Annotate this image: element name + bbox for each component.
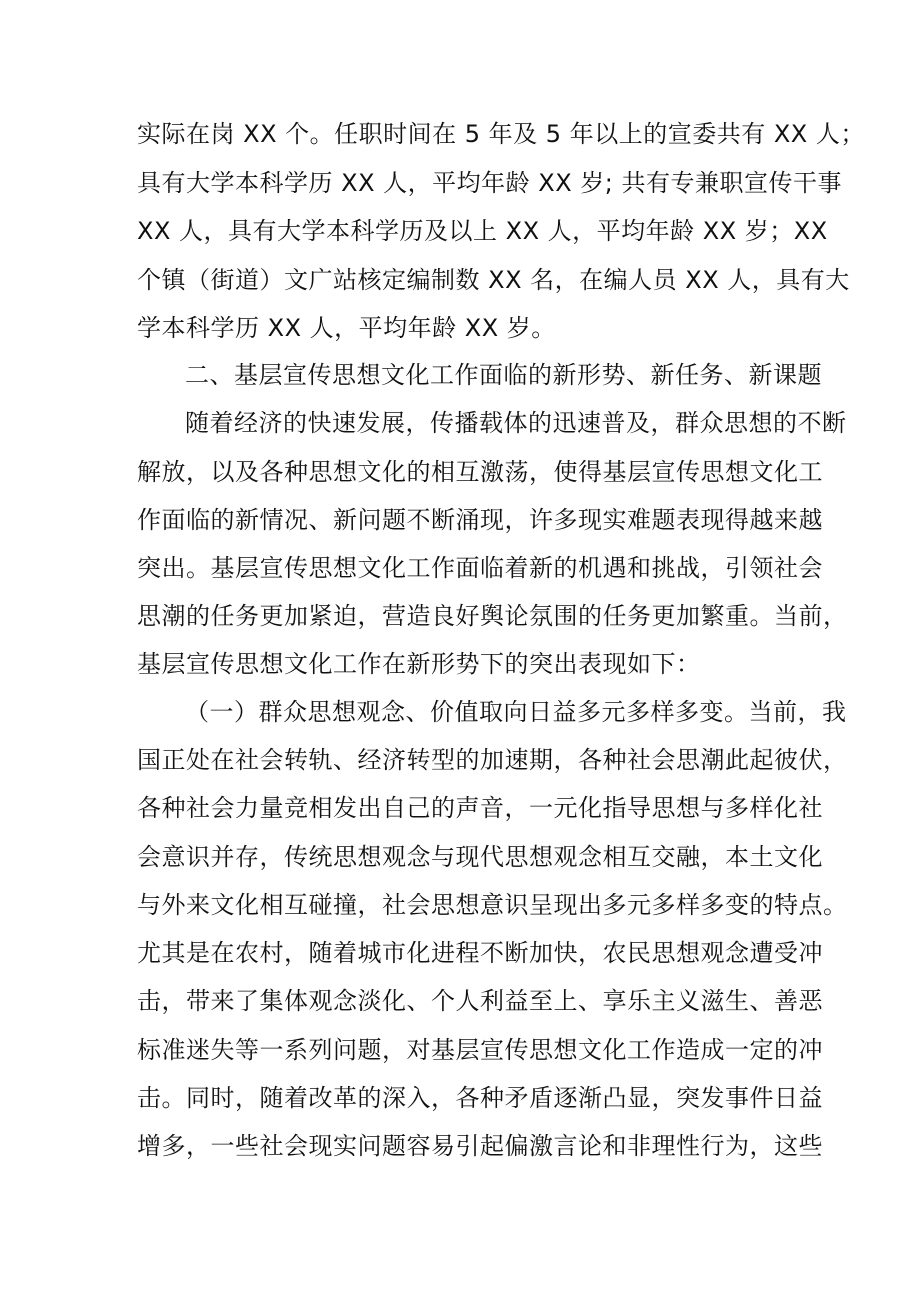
text-line: 思潮的任务更加紧迫，营造良好舆论氛围的任务更加繁重。当前， bbox=[137, 602, 848, 630]
text-line: 个镇（街道）文广站核定编制数 XX 名，在编人员 XX 人，具有大 bbox=[137, 266, 850, 294]
text-line: 标准迷失等一系列问题，对基层宣传思想文化工作造成一定的冲 bbox=[137, 1036, 823, 1064]
text-line: 具有大学本科学历 XX 人，平均年龄 XX 岁; 共有专兼职宣传干事 bbox=[137, 169, 842, 197]
text-line: 击，带来了集体观念淡化、个人利益至上、享乐主义滋生、善恶 bbox=[137, 987, 823, 1015]
section-heading: 二、基层宣传思想文化工作面临的新形势、新任务、新课题 bbox=[185, 361, 822, 389]
text-line: 击。同时，随着改革的深入，各种矛盾逐渐凸显，突发事件日益 bbox=[137, 1084, 823, 1112]
text-line: XX 人，具有大学本科学历及以上 XX 人，平均年龄 XX 岁；XX bbox=[137, 217, 828, 245]
text-line: 会意识并存，传统思想观念与现代思想观念相互交融，本土文化 bbox=[137, 843, 823, 871]
subsection-first-line: （一）群众思想观念、价值取向日益多元多样多变。当前，我 bbox=[185, 698, 847, 726]
text-line: 解放，以及各种思想文化的相互激荡，使得基层宣传思想文化工 bbox=[137, 458, 823, 486]
text-line: 尤其是在农村，随着城市化进程不断加快，农民思想观念遭受冲 bbox=[137, 939, 823, 967]
paragraph-first-line: 随着经济的快速发展，传播载体的迅速普及，群众思想的不断 bbox=[185, 409, 847, 437]
text-line: 各种社会力量竞相发出自己的声音，一元化指导思想与多样化社 bbox=[137, 794, 823, 822]
text-line: 作面临的新情况、新问题不断涌现，许多现实难题表现得越来越 bbox=[137, 506, 823, 534]
text-line: 增多，一些社会现实问题容易引起偏激言论和非理性行为，这些 bbox=[137, 1132, 823, 1160]
text-line: 实际在岗 XX 个。任职时间在 5 年及 5 年以上的宣委共有 XX 人； bbox=[137, 120, 865, 148]
text-line: 学本科学历 XX 人，平均年龄 XX 岁。 bbox=[137, 314, 556, 342]
text-line: 国正处在社会转轨、经济转型的加速期，各种社会思潮此起彼伏， bbox=[137, 746, 848, 774]
text-line: 与外来文化相互碰撞，社会思想意识呈现出多元多样多变的特点。 bbox=[137, 891, 848, 919]
text-line: 基层宣传思想文化工作在新形势下的突出表现如下： bbox=[137, 650, 701, 678]
text-line: 突出。基层宣传思想文化工作面临着新的机遇和挑战，引领社会 bbox=[137, 554, 823, 582]
